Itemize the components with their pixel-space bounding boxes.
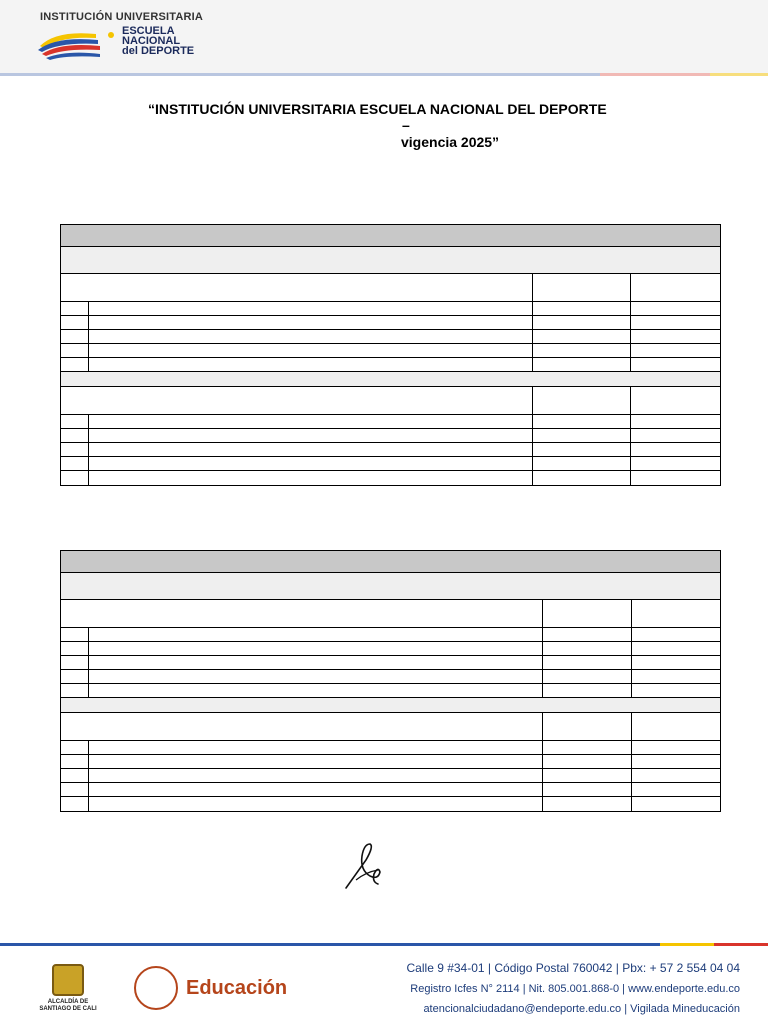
table-cell (61, 358, 89, 371)
table-cell (543, 684, 632, 697)
table-cell (61, 443, 89, 456)
table-cell (632, 642, 720, 655)
table-cell (543, 656, 632, 669)
table-cell (61, 713, 543, 740)
table-row (61, 684, 720, 698)
table-cell (89, 797, 543, 811)
table-cell (61, 302, 89, 315)
table-cell (632, 684, 720, 697)
document-title-line-3: vigencia 2025” (401, 134, 500, 150)
table-cell (632, 755, 720, 768)
table-cell (89, 302, 533, 315)
table-cell (533, 302, 631, 315)
table-column-header-row (61, 600, 720, 628)
table-cell (89, 330, 533, 343)
table-cell (533, 429, 631, 442)
table-cell (543, 741, 632, 754)
table-cell (543, 670, 632, 683)
table-cell (632, 783, 720, 796)
table-row (61, 783, 720, 797)
table-cell (631, 358, 720, 371)
table-cell (543, 769, 632, 782)
table-cell (632, 741, 720, 754)
table-cell (631, 471, 720, 485)
table-cell (61, 684, 89, 697)
table-cell (89, 755, 543, 768)
table-cell (89, 457, 533, 470)
table-cell (632, 656, 720, 669)
table-cell (89, 443, 533, 456)
table-row (61, 415, 720, 429)
table-row (61, 741, 720, 755)
empty-form-table-1 (60, 224, 721, 486)
table-cell (89, 769, 543, 782)
table-row (61, 316, 720, 330)
table-cell (533, 316, 631, 329)
table-cell (61, 755, 89, 768)
table-cell (543, 783, 632, 796)
table-cell (543, 628, 632, 641)
table-cell (61, 457, 89, 470)
table-cell (533, 457, 631, 470)
table-row (61, 642, 720, 656)
table-cell (632, 600, 720, 627)
header-accent-line-yellow (710, 73, 768, 76)
table-row (61, 344, 720, 358)
alcaldia-label-2: SANTIAGO DE CALI (39, 1006, 97, 1012)
table-cell (89, 415, 533, 428)
logo-line-3: del DEPORTE (122, 45, 195, 57)
mineducacion-wordmark: Educación (186, 976, 288, 999)
table-cell (89, 344, 533, 357)
table-cell (632, 769, 720, 782)
table-cell (61, 600, 543, 627)
table-cell (631, 344, 720, 357)
header-accent-line (0, 73, 600, 76)
table-cell (631, 274, 720, 301)
table-cell (543, 797, 632, 811)
table-row (61, 443, 720, 457)
table-row (61, 755, 720, 769)
header-accent-line-red (600, 73, 710, 76)
table-cell (543, 713, 632, 740)
table-cell (89, 358, 533, 371)
table-cell (631, 457, 720, 470)
table-header-band (61, 551, 720, 573)
table-cell (89, 656, 543, 669)
table-cell (89, 741, 543, 754)
table-cell (533, 344, 631, 357)
table-cell (61, 783, 89, 796)
table-cell (631, 415, 720, 428)
table-cell (631, 387, 720, 414)
table-cell (61, 429, 89, 442)
table-cell (61, 628, 89, 641)
table-row (61, 358, 720, 372)
document-title-dash: – (402, 117, 410, 133)
table-subheader-band (61, 247, 720, 274)
table-row (61, 769, 720, 783)
table-row (61, 471, 720, 485)
table-cell (533, 387, 631, 414)
contact-email-line: atencionalciudadano@endeporte.edu.co | Vigilada Mineducación (423, 1003, 740, 1015)
table-cell (89, 684, 543, 697)
table-cell (61, 387, 533, 414)
table-cell (631, 316, 720, 329)
table-cell (631, 443, 720, 456)
table-column-header-row (61, 713, 720, 741)
table-cell (533, 330, 631, 343)
table-cell (631, 330, 720, 343)
table-cell (61, 316, 89, 329)
document-title-line-1: “INSTITUCIÓN UNIVERSITARIA ESCUELA NACIONAL DEL DEPORTE (148, 101, 607, 117)
table-cell (61, 797, 89, 811)
table-cell (61, 642, 89, 655)
table-column-header-row (61, 274, 720, 302)
logo-line-2: NACIONAL (122, 35, 181, 47)
table-cell (89, 628, 543, 641)
table-cell (632, 670, 720, 683)
table-row (61, 797, 720, 811)
table-cell (61, 471, 89, 485)
footer-accent-line-yellow (660, 943, 714, 946)
table-cell (533, 443, 631, 456)
table-row (61, 628, 720, 642)
table-cell (61, 741, 89, 754)
table-cell (543, 600, 632, 627)
table-cell (89, 429, 533, 442)
table-section-band (61, 698, 720, 713)
empty-form-table-2 (60, 550, 721, 812)
table-row (61, 457, 720, 471)
table-cell (632, 713, 720, 740)
table-cell (61, 330, 89, 343)
table-cell (533, 358, 631, 371)
table-cell (632, 628, 720, 641)
table-row (61, 656, 720, 670)
contact-address-line: Calle 9 #34-01 | Código Postal 760042 | Pbx: + 57 2 554 04 04 (406, 961, 740, 975)
institution-label: INSTITUCIÓN UNIVERSITARIA (40, 11, 204, 23)
table-cell (631, 429, 720, 442)
table-cell (61, 656, 89, 669)
table-header-band (61, 225, 720, 247)
table-row (61, 302, 720, 316)
table-row (61, 330, 720, 344)
table-subheader-band (61, 573, 720, 600)
table-cell (61, 769, 89, 782)
institution-logo-icon (36, 24, 126, 64)
table-cell (543, 642, 632, 655)
table-row (61, 429, 720, 443)
table-column-header-row (61, 387, 720, 415)
handwritten-signature (340, 840, 390, 892)
institution-logo-text (122, 26, 194, 56)
logo-line-1: ESCUELA (122, 25, 175, 37)
table-cell (533, 415, 631, 428)
contact-registry-line: Registro Icfes N° 2114 | Nit. 805.001.868-0 | www.endeporte.edu.co (410, 983, 740, 995)
table-cell (61, 274, 533, 301)
footer-accent-line-red (714, 943, 768, 946)
alcaldia-label-1: ALCALDÍA DE (47, 999, 89, 1005)
table-cell (533, 471, 631, 485)
table-cell (61, 344, 89, 357)
table-section-band (61, 372, 720, 387)
table-cell (89, 471, 533, 485)
table-cell (89, 670, 543, 683)
table-row (61, 670, 720, 684)
table-cell (89, 642, 543, 655)
table-cell (89, 783, 543, 796)
table-cell (61, 670, 89, 683)
table-cell (89, 316, 533, 329)
table-cell (61, 415, 89, 428)
table-cell (533, 274, 631, 301)
footer-accent-line (0, 943, 660, 946)
table-cell (631, 302, 720, 315)
table-cell (543, 755, 632, 768)
table-cell (632, 797, 720, 811)
